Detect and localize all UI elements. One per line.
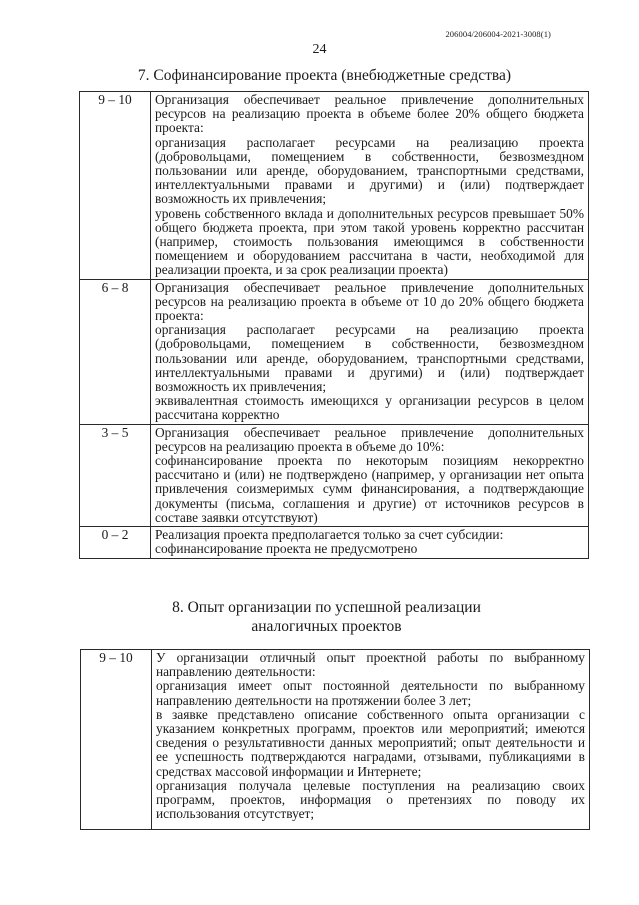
section-7-criteria-table [79,91,589,559]
score-range: 9 – 10 [80,92,151,280]
table-row [80,92,589,280]
score-range: 0 – 2 [80,527,151,558]
criteria-line: У организации отличный опыт проектной работы по выбранному направлению деятельности: [156,650,585,680]
criteria-description [151,279,589,424]
section-8-title [0,598,639,636]
section-8-title-line: 8. Опыт организации по успешной реализации [172,599,481,616]
criteria-description [151,92,589,280]
criteria-line: организация располагает ресурсами на реализацию проекта (добровольцами, помещением в собственности, безвозмездном пользовании или аренде, оборудованием, транспортными средствами, интеллектуальными правами и другими) и (или) подтверждает возможность их привлечения; [155,322,584,395]
table-row [80,279,589,424]
score-range: 9 – 10 [81,650,152,830]
criteria-description [151,527,589,558]
criteria-line: организация получала целевые поступления на реализацию своих программ, проектов, информация о претензиях по поводу их использования отсутствует; [156,777,585,822]
criteria-line: организация имеет опыт постоянной деятельности по выбранному направлению деятельности на протяжении более 3 лет; [156,678,585,708]
criteria-description [151,424,589,526]
criteria-line: уровень собственного вклада и дополнительных ресурсов превышает 50% общего бюджета проекта, при этом такой уровень корректно рассчитан (например, стоимость пользования имеющимся в собственности помещением и оборудованием рассчитана в части, необходимой для реализации проекта, и за срок реализации проекта) [155,205,584,278]
document-id: 206004/206004-2021-3008(1) [445,29,551,39]
criteria-line: Реализация проекта предполагается только за счет субсидии: [155,527,504,543]
page-number: 24 [312,42,327,57]
criteria-description [152,650,590,830]
criteria-line: Организация обеспечивает реальное привлечение дополнительных ресурсов на реализацию проекта в объеме более 20% общего бюджета проекта: [155,92,584,136]
criteria-line: Организация обеспечивает реальное привлечение дополнительных ресурсов на реализацию проекта в объеме до 10%: [155,424,584,454]
table-row [81,650,590,830]
criteria-line: организация располагает ресурсами на реализацию проекта (добровольцами, помещением в собственности, безвозмездном пользовании или аренде, оборудованием, транспортными средствами, интеллектуальными правами и другими) и (или) подтверждает возможность их привлечения; [155,134,584,207]
table-row [80,527,589,558]
section-8-title-line: аналогичных проектов [251,618,402,635]
section-8-criteria-table [80,649,590,830]
score-range: 3 – 5 [80,424,151,526]
section-7-title: 7. Софинансирование проекта (внебюджетные средства) [137,67,512,84]
criteria-line: в заявке представлено описание собственного опыта организации с указанием конкретных программ, проектов или мероприятий; имеются сведения о результативности данных мероприятий; опыт деятельности и ее успешность подтверждаются наградами, отзывами, публикациями в средствах массовой информации и Интернете; [156,706,585,779]
score-range: 6 – 8 [80,279,151,424]
criteria-line: софинансирование проекта по некоторым позициям некорректно рассчитано и (или) не подтверждено (например, у организации нет опыта привлечения соизмеримых сумм финансирования, а подтверждающие документы (письма, соглашения и другие) от источников ресурсов в составе заявки отсутствуют) [155,453,584,525]
criteria-line: Организация обеспечивает реальное привлечение дополнительных ресурсов на реализацию проекта в объеме от 10 до 20% общего бюджета проекта: [155,279,584,324]
criteria-line: софинансирование проекта не предусмотрено [155,541,418,557]
table-row [80,424,589,526]
criteria-line: эквивалентная стоимость имеющихся у организации ресурсов в целом рассчитана корректно [155,393,584,423]
